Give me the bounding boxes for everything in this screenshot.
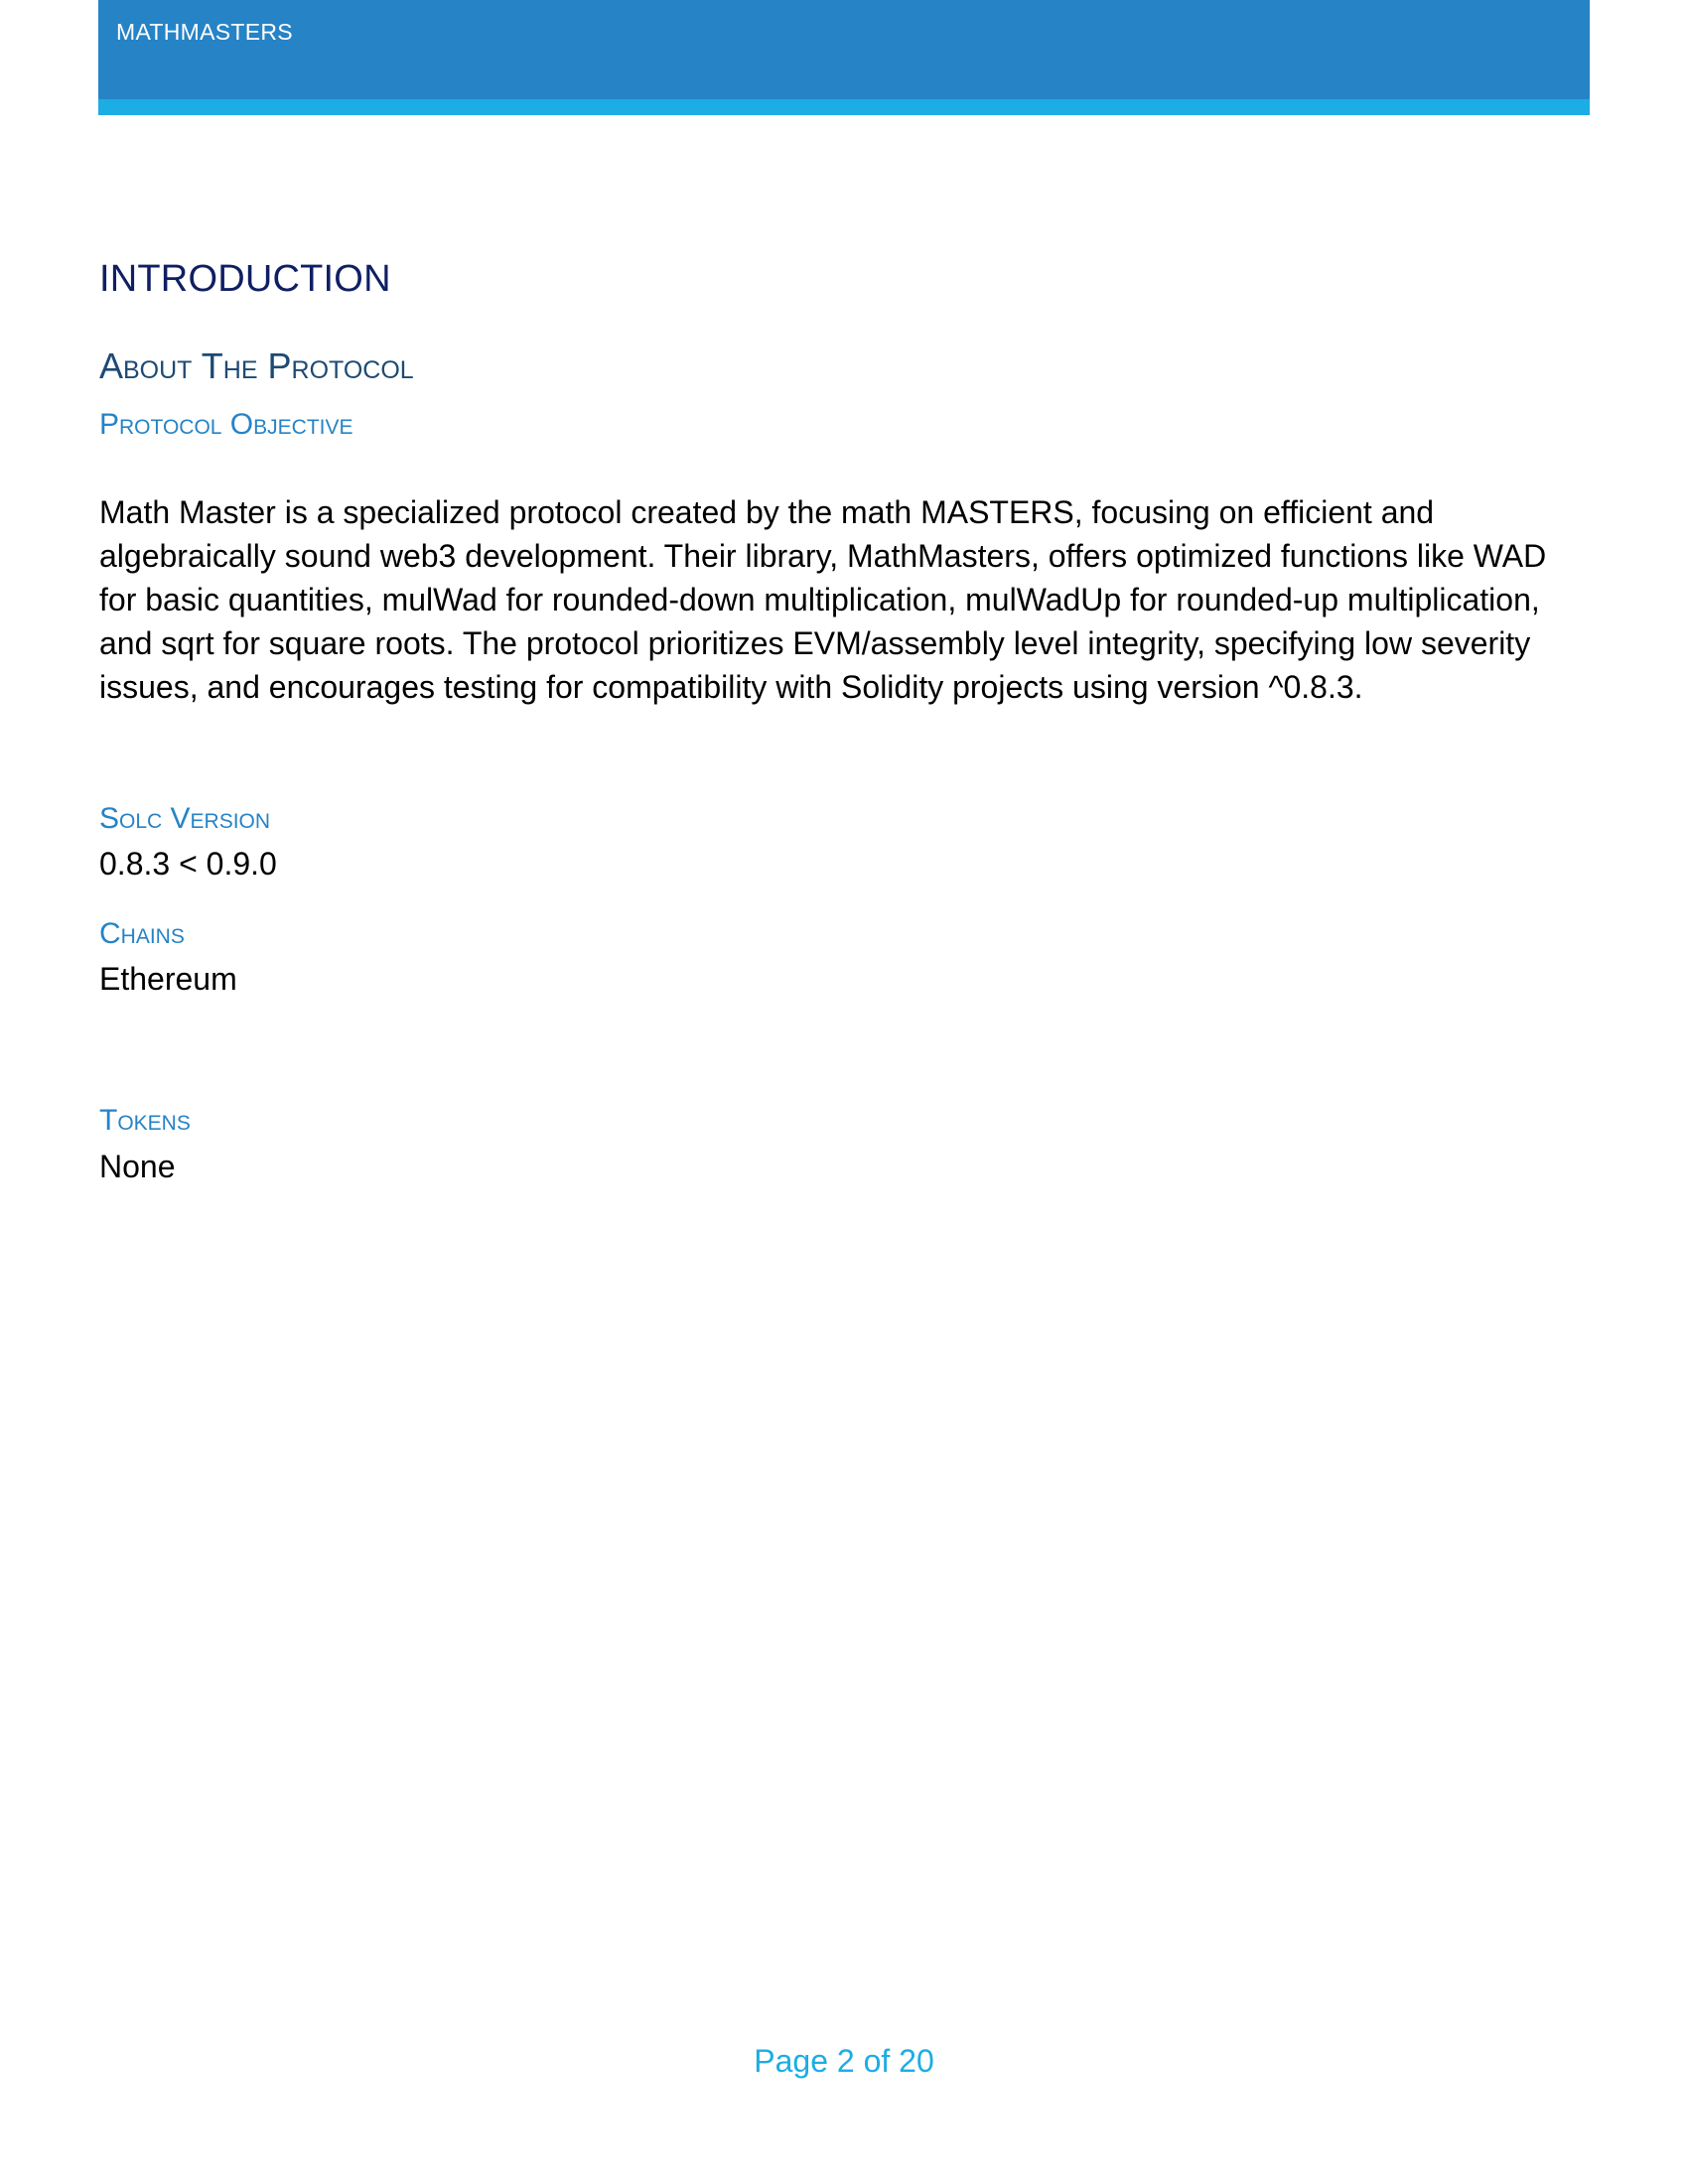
solc-version-title: Solc Version bbox=[99, 802, 271, 835]
page-heading: INTRODUCTION bbox=[99, 258, 391, 300]
page-number: Page 2 of 20 bbox=[754, 2043, 934, 2079]
protocol-objective-title: Protocol Objective bbox=[99, 408, 353, 441]
tokens-value: None bbox=[99, 1149, 176, 1184]
header-bar bbox=[98, 0, 1590, 99]
chains-value: Ethereum bbox=[99, 961, 237, 997]
header-title: MATHMASTERS bbox=[116, 19, 293, 45]
chains-title: Chains bbox=[99, 917, 185, 950]
header-accent-stripe bbox=[98, 99, 1590, 115]
section-title: About The Protocol bbox=[99, 345, 414, 386]
solc-version-value: 0.8.3 < 0.9.0 bbox=[99, 846, 277, 882]
protocol-objective-text: Math Master is a specialized protocol created by the math MASTERS, focusing on efficient and algebraically sound web3 development. Their library, MathMasters, offers optimized functions like WAD for basic quantities, mulWad for rounded-down multiplication, mulWadUp for rounded-up multiplication, and sqrt for square roots. The protocol prioritizes EVM/assembly level integrity, specifying low severity issues, and encourages testing for compatibility with Solidity projects using version ^0.8.3. bbox=[99, 494, 1547, 705]
tokens-title: Tokens bbox=[99, 1104, 191, 1137]
